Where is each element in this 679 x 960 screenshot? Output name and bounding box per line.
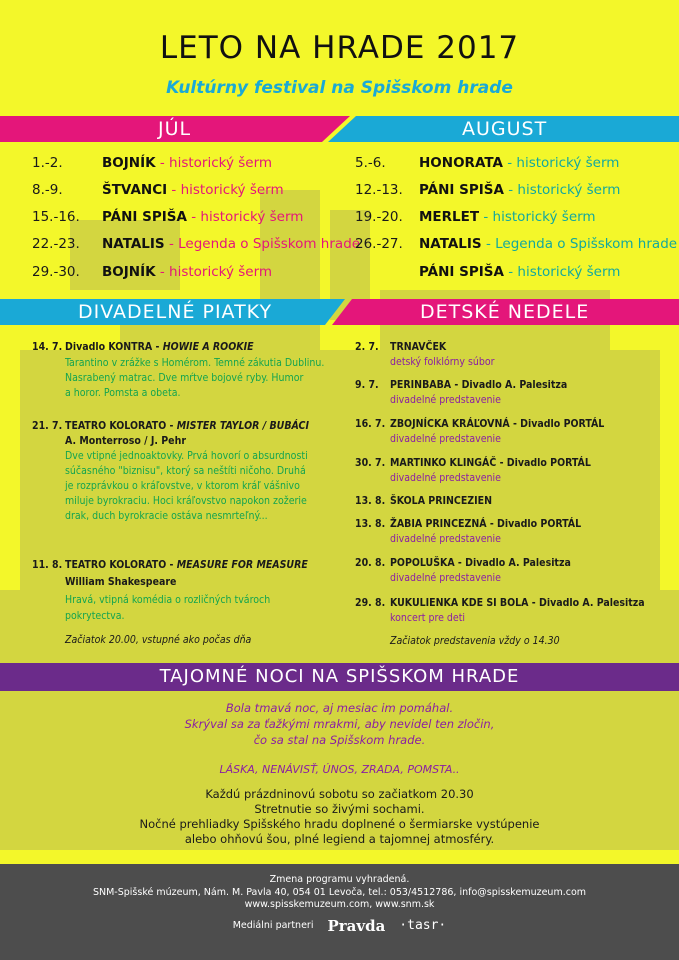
jul-row: 29.-30. BOJNÍK - historický šerm: [32, 264, 273, 280]
friday-event-authors: William Shakespeare: [65, 576, 177, 588]
august-row: 26.-27. NATALIS - Legenda o Spišskom hrade: [355, 236, 678, 252]
tasr-logo: ·tasr·: [399, 917, 447, 933]
jul-row: 15.-16. PÁNI SPIŠA - historický šerm: [32, 209, 304, 225]
friday-event-title: 11. 8. TEATRO KOLORATO - MEASURE FOR MEASURE: [32, 559, 308, 571]
month-band: [0, 116, 679, 142]
sunday-event-type: divadelné predstavenie: [390, 533, 501, 545]
partners-row: [0, 916, 679, 935]
jul-row: 22.-23. NATALIS - Legenda o Spišskom hrade: [32, 236, 361, 252]
sunday-event: 16. 7. ZBOJNÍCKA KRÁĽOVNÁ - Divadlo PORTÁL: [355, 418, 605, 430]
sunday-event-type: koncert pre deti: [390, 612, 466, 624]
footer-links: www.spisskemuzeum.com, www.snm.sk: [244, 899, 435, 910]
sunday-event-type: divadelné predstavenie: [390, 433, 501, 445]
friday-event-desc: a horor. Pomsta a obeta.: [65, 387, 181, 399]
sunday-event: 29. 8. KUKULIENKA KDE SI BOLA - Divadlo A. Palesitza: [355, 597, 645, 609]
page-title: LETO NA HRADE 2017: [159, 30, 520, 66]
friday-event-desc: Dve vtipné jednoaktovky. Prvá hovorí o absurdnosti: [65, 450, 308, 462]
sunday-event-type: divadelné predstavenie: [390, 472, 501, 484]
sunday-start-info: Začiatok predstavenia vždy o 14.30: [390, 635, 560, 647]
footer-notice: Zmena programu vyhradená.: [269, 874, 410, 885]
nights-poem-line: čo sa stal na Spišskom hrade.: [253, 733, 426, 747]
friday-event-authors: A. Monterroso / J. Pehr: [65, 435, 186, 447]
friday-event-desc: Nasrabený matrac. Dve mŕtve bojové ryby. Humor: [65, 372, 304, 384]
nights-keywords: LÁSKA, NENÁVISŤ, ÚNOS, ZRADA, POMSTA..: [219, 763, 460, 776]
jul-row: 1.-2. BOJNÍK - historický šerm: [32, 155, 273, 171]
august-row: PÁNI SPIŠA - historický šerm: [419, 264, 621, 280]
friday-event-desc: Hravá, vtipná komédia o rozličných tvároch: [65, 594, 271, 606]
nights-info-line: Nočné prehliadky Spišského hradu doplnené o šermiarske vystúpenie: [139, 817, 540, 831]
sunday-event-type: detský folklórny súbor: [390, 356, 495, 368]
piatky-heading: DIVADELNÉ PIATKY: [78, 301, 273, 323]
partners-label: Mediálni partneri: [232, 919, 314, 931]
august-row: 5.-6. HONORATA - historický šerm: [355, 155, 620, 171]
friday-event-desc: Tarantino v zrážke s Homérom. Temné zákutia Dublinu.: [65, 357, 325, 369]
page-subtitle: Kultúrny festival na Spišskom hrade: [166, 78, 513, 98]
august-row: 19.-20. MERLET - historický šerm: [355, 209, 596, 225]
nights-poem-line: Skrýval sa za ťažkými mrakmi, aby nevidel ten zločin,: [184, 717, 495, 731]
jul-heading: JÚL: [158, 118, 192, 140]
august-heading: AUGUST: [462, 118, 548, 140]
friday-event-title: 14. 7. Divadlo KONTRA - HOWIE A ROOKIE: [32, 341, 254, 353]
nedele-heading: DETSKÉ NEDELE: [420, 301, 590, 323]
jul-row: 8.-9. ŠTVANCI - historický šerm: [32, 182, 284, 198]
sunday-event: 13. 8. ŠKOLA PRINCEZIEN: [355, 495, 493, 507]
nights-heading: TAJOMNÉ NOCI NA SPIŠSKOM HRADE: [159, 666, 520, 687]
august-row: 12.-13. PÁNI SPIŠA - historický šerm: [355, 182, 621, 198]
pravda-logo: Pravda: [327, 916, 386, 935]
nights-info-line: Každú prázdninovú sobotu so začiatkom 20.30: [205, 787, 474, 801]
friday-start-info: Začiatok 20.00, vstupné ako počas dňa: [65, 634, 252, 646]
footer: [0, 864, 679, 960]
sunday-event: 13. 8. ŽABIA PRINCEZNÁ - Divadlo PORTÁL: [355, 518, 582, 530]
nights-info-line: Stretnutie so živými sochami.: [254, 802, 425, 816]
friday-event-desc: drak, duch byrokracie ostáva nesmrteľný...: [65, 510, 268, 522]
sunday-event-type: divadelné predstavenie: [390, 394, 501, 406]
sunday-event-type: divadelné predstavenie: [390, 572, 501, 584]
friday-event-desc: miluje byrokraciu. Hoci kráľovstvo napokon zožerie: [65, 495, 307, 507]
friday-event-title: 21. 7. TEATRO KOLORATO - MISTER TAYLOR / BUBÁCI: [32, 420, 309, 432]
friday-event-desc: súčasného "biznisu", ktorý sa neštíti ničoho. Druhá: [65, 465, 306, 477]
friday-event-desc: pokrytectva.: [65, 610, 125, 622]
footer-contact: SNM-Spišské múzeum, Nám. M. Pavla 40, 054 01 Levoča, tel.: 053/4512786, info@spisskemuzeum.com: [92, 886, 587, 898]
sunday-event: 20. 8. POPOLUŠKA - Divadlo A. Palesitza: [355, 557, 571, 569]
nights-info-line: alebo ohňovú šou, plné legiend a tajomnej atmosféry.: [184, 832, 495, 846]
friday-event-desc: je rozprávkou o kráľovstve, v ktorom kráľ vášnivo: [65, 480, 300, 492]
sunday-event: 9. 7. PERINBABA - Divadlo A. Palesitza: [355, 379, 568, 391]
sunday-event: 2. 7. TRNAVČEK: [355, 341, 447, 353]
sunday-event: 30. 7. MARTINKO KLINGÁČ - Divadlo PORTÁL: [355, 457, 591, 469]
nights-poem-line: Bola tmavá noc, aj mesiac im pomáhal.: [225, 701, 454, 715]
